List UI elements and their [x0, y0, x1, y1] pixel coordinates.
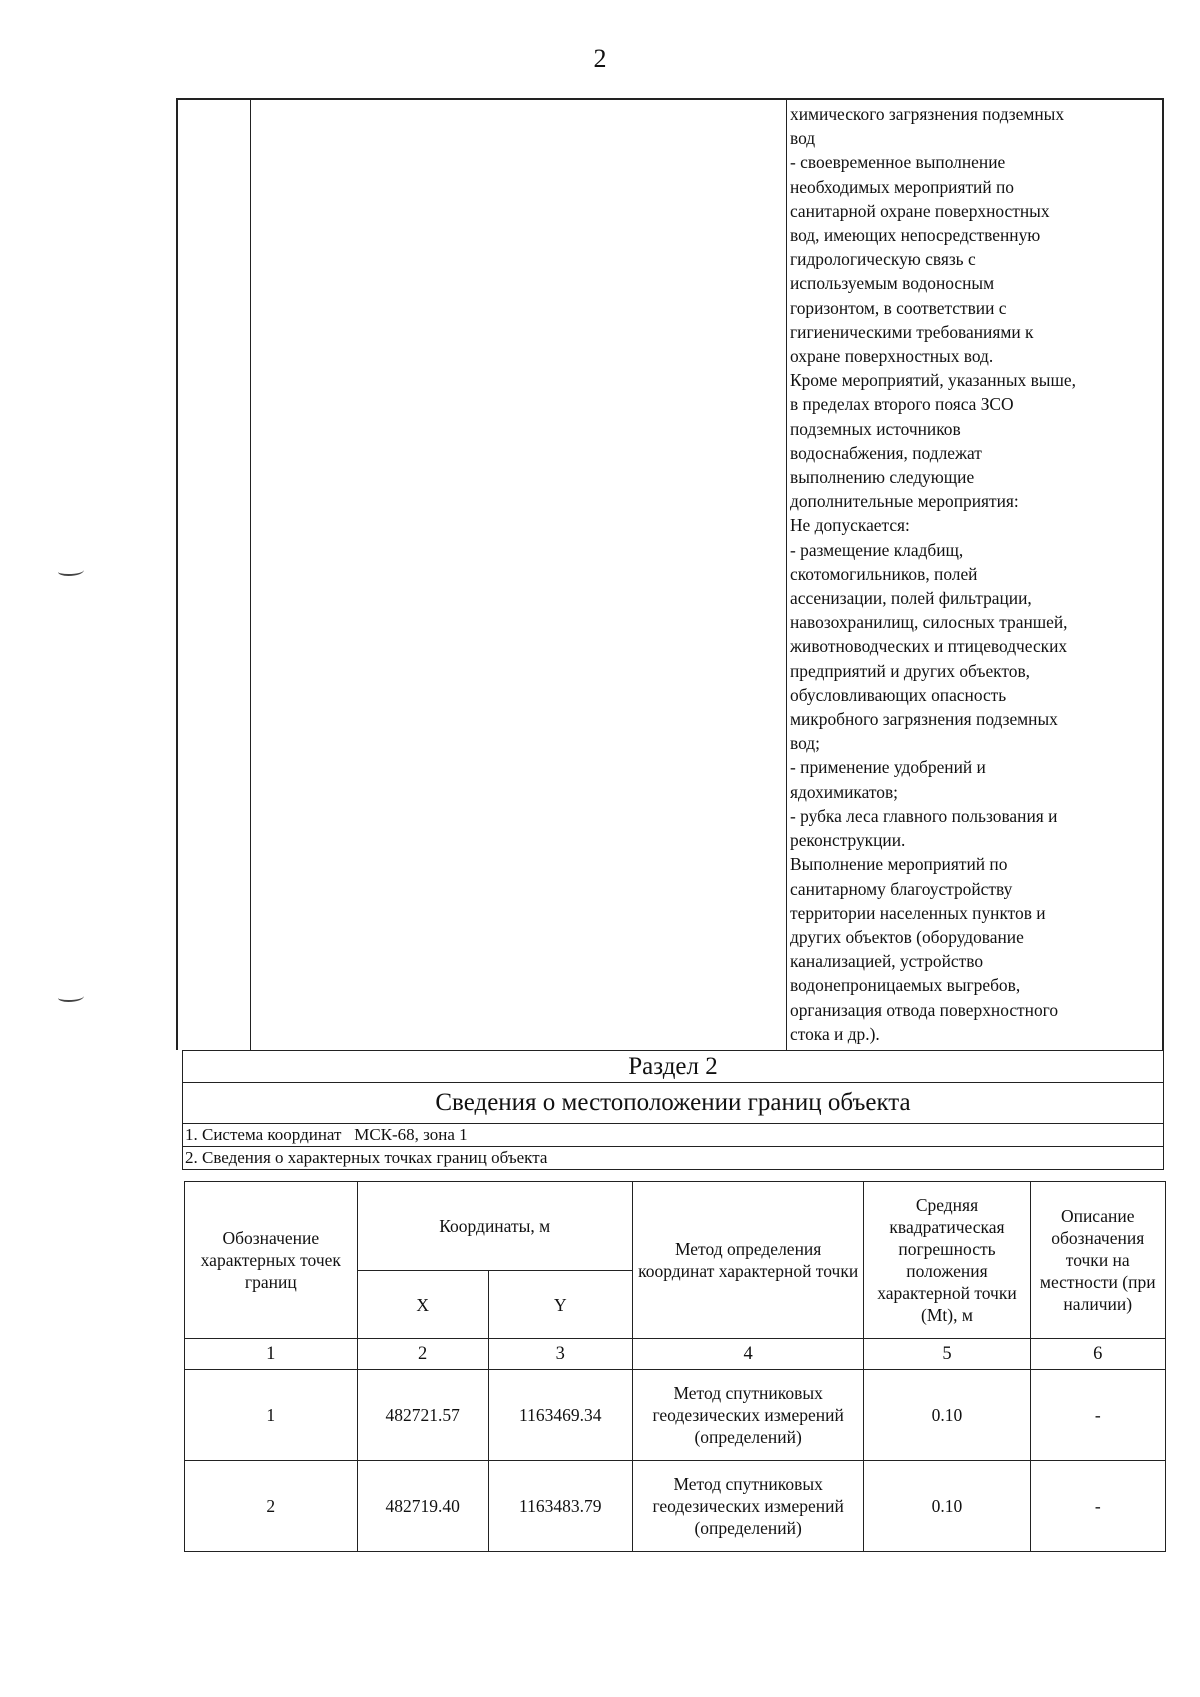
point-method: Метод спутниковых геодезических измерений (определений) [632, 1370, 864, 1461]
text-line: стока и др.). [790, 1023, 880, 1044]
column-number: 4 [632, 1339, 864, 1370]
text-line: Не допускается: [790, 515, 910, 536]
text-line: навозохранилищ, силосных траншей, [790, 612, 1068, 633]
header-coordinates: Координаты, м [357, 1182, 632, 1271]
text-line: химического загрязнения подземных [790, 104, 1065, 124]
header-x: X [357, 1271, 488, 1339]
text-line: - рубка леса главного пользования и [790, 805, 1058, 826]
text-line: реконструкции. [790, 830, 906, 851]
text-line: территории населенных пунктов и [790, 902, 1046, 923]
scan-mark [58, 566, 84, 576]
point-description: - [1030, 1461, 1166, 1552]
column-divider [786, 100, 787, 1050]
text-line: вод, имеющих непосредственную [790, 225, 1041, 246]
text-line: вод [790, 128, 816, 149]
text-line: ядохимикатов; [790, 781, 898, 802]
text-line: Кроме мероприятий, указанных выше, [790, 370, 1076, 391]
page-number: 2 [593, 44, 607, 73]
text-line: вод; [790, 733, 820, 754]
point-y: 1163483.79 [488, 1461, 632, 1552]
continuation-table [176, 98, 1164, 1050]
text-line: водонепроницаемых выгребов, [790, 975, 1021, 996]
text-line: необходимых мероприятий по [790, 176, 1015, 197]
header-designation: Обозначение характерных точек границ [185, 1182, 358, 1339]
text-line: других объектов (оборудование [790, 926, 1024, 947]
section-title: Раздел 2 [183, 1051, 1164, 1083]
text-line: санитарному благоустройству [790, 878, 1013, 899]
text-line: обусловливающих опасность [790, 684, 1007, 705]
text-line: водоснабжения, подлежат [790, 442, 982, 463]
section-header-table [182, 1050, 1164, 1170]
point-x: 482721.57 [357, 1370, 488, 1461]
text-line: Выполнение мероприятий по [790, 854, 1008, 875]
coordinate-system-line [183, 1124, 1164, 1147]
text-line: организация отвода поверхностного [790, 999, 1059, 1020]
text-line: канализацией, устройство [790, 951, 984, 972]
point-description: - [1030, 1370, 1166, 1461]
text-line: - размещение кладбищ, [790, 539, 964, 560]
header-method: Метод определения координат характерной точки [632, 1182, 864, 1339]
column-number: 1 [185, 1339, 358, 1370]
text-line: охране поверхностных вод. [790, 346, 994, 367]
text-line: ассенизации, полей фильтрации, [790, 588, 1032, 609]
point-number: 1 [185, 1370, 358, 1461]
points-table [184, 1181, 1166, 1552]
text-line: выполнению следующие [790, 467, 975, 488]
section-subtitle: Сведения о местоположении границ объекта [183, 1083, 1164, 1124]
column-divider [250, 100, 251, 1050]
text-line: - своевременное выполнение [790, 152, 1006, 173]
text-line: скотомогильников, полей [790, 563, 978, 584]
text-line: подземных источников [790, 418, 961, 439]
point-number: 2 [185, 1461, 358, 1552]
column-number: 5 [864, 1339, 1030, 1370]
point-y: 1163469.34 [488, 1370, 632, 1461]
header-description: Описание обозначения точки на местности (при наличии) [1030, 1182, 1166, 1339]
coordinate-system-label: 1. Система координат [185, 1125, 342, 1144]
text-line: санитарной охране поверхностных [790, 200, 1050, 221]
text-line: животноводческих и птицеводческих [790, 636, 1068, 657]
column-number: 6 [1030, 1339, 1166, 1370]
text-line: - применение удобрений и [790, 757, 986, 778]
point-method: Метод спутниковых геодезических измерений (определений) [632, 1461, 864, 1552]
text-line: гидрологическую связь с [790, 249, 976, 270]
header-error: Средняя квадратическая погрешность положения характерной точки (Mt), м [864, 1182, 1030, 1339]
table-row [185, 1461, 1166, 1552]
column-number: 2 [357, 1339, 488, 1370]
column-number: 3 [488, 1339, 632, 1370]
measures-text [790, 102, 1166, 1046]
text-line: горизонтом, в соответствии с [790, 297, 1007, 318]
header-y: Y [488, 1271, 632, 1339]
text-line: предприятий и других объектов, [790, 660, 1031, 681]
coordinate-system-value: МСК-68, зона 1 [354, 1125, 468, 1144]
point-error: 0.10 [864, 1370, 1030, 1461]
text-line: используемым водоносным [790, 273, 995, 294]
text-line: микробного загрязнения подземных [790, 709, 1058, 730]
text-line: в пределах второго пояса ЗСО [790, 394, 1014, 415]
scan-mark [58, 992, 84, 1002]
text-line: гигиеническими требованиями к [790, 321, 1034, 342]
table-row [185, 1370, 1166, 1461]
text-line: дополнительные мероприятия: [790, 491, 1019, 512]
points-caption: 2. Сведения о характерных точках границ объекта [183, 1147, 1164, 1170]
point-error: 0.10 [864, 1461, 1030, 1552]
point-x: 482719.40 [357, 1461, 488, 1552]
